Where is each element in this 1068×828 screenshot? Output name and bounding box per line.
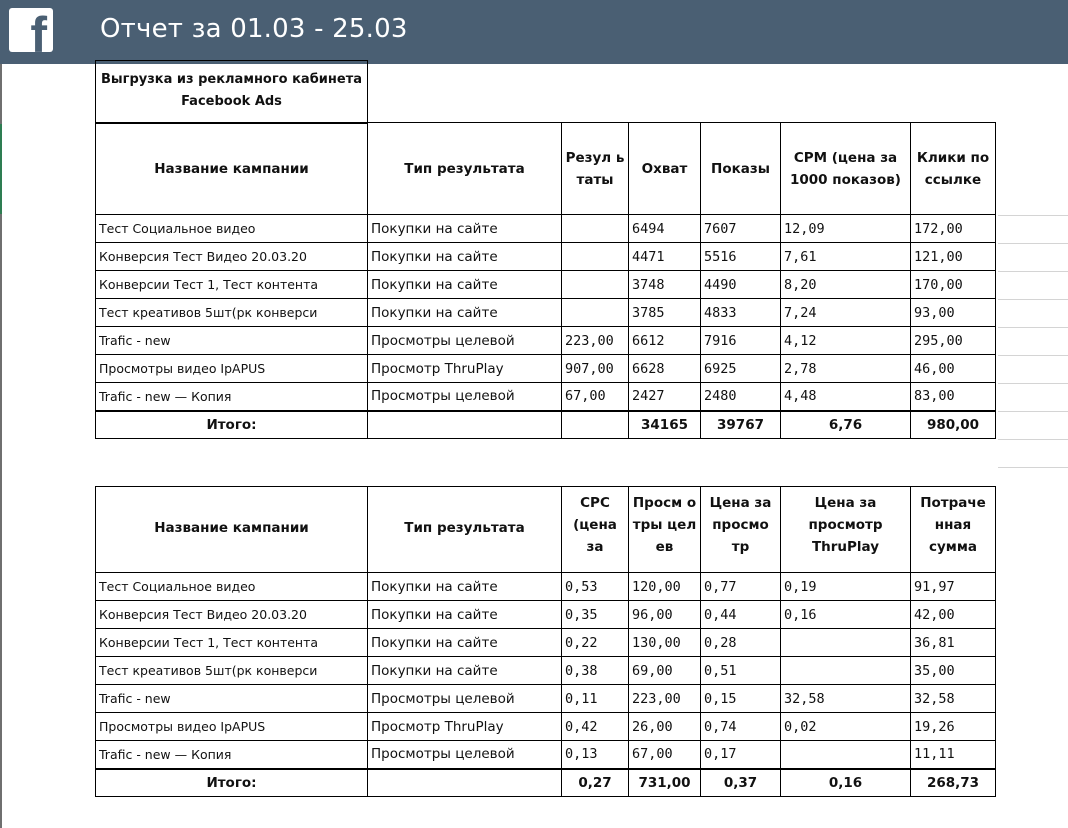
cell[interactable]: 6628 [629, 355, 701, 383]
cell[interactable]: Trafic - new [96, 327, 368, 355]
cell[interactable]: 2480 [701, 383, 781, 411]
column-header-label: Тип результата [404, 519, 525, 536]
cell[interactable]: Покупки на сайте [368, 271, 562, 299]
cell[interactable]: 0,53 [562, 573, 629, 601]
cell[interactable]: 6494 [629, 215, 701, 243]
cell[interactable]: 6612 [629, 327, 701, 355]
cell[interactable]: 0,74 [701, 713, 781, 741]
column-header[interactable] [781, 487, 911, 573]
cell[interactable]: 0,27 [562, 769, 629, 797]
cell[interactable] [781, 741, 911, 769]
report-table-1 [95, 60, 996, 439]
cell[interactable]: 32,58 [911, 685, 996, 713]
gridline [998, 299, 1068, 300]
column-header[interactable]: Название кампании [96, 123, 368, 215]
cell[interactable]: 0,13 [562, 741, 629, 769]
cell[interactable]: 172,00 [911, 215, 996, 243]
cell[interactable]: Покупки на сайте [368, 299, 562, 327]
cell[interactable]: 223,00 [629, 685, 701, 713]
cell[interactable]: Тест Социальное видео [96, 215, 368, 243]
cell[interactable]: 0,16 [781, 601, 911, 629]
cell[interactable]: Конверсии Тест 1, Тест контента [96, 629, 368, 657]
cell[interactable]: 26,00 [629, 713, 701, 741]
cell[interactable]: 0,16 [781, 769, 911, 797]
cell[interactable]: 7916 [701, 327, 781, 355]
table-row [96, 601, 996, 629]
cell[interactable]: 0,02 [781, 713, 911, 741]
cell[interactable]: 12,09 [781, 215, 911, 243]
cell[interactable]: 0,42 [562, 713, 629, 741]
cell[interactable]: Конверсии Тест 1, Тест контента [96, 271, 368, 299]
table-header-row [96, 487, 996, 573]
table-row [96, 327, 996, 355]
gridline [998, 383, 1068, 384]
report-table-2 [95, 486, 996, 797]
column-header-label: Название кампании [154, 519, 309, 536]
cell[interactable] [562, 215, 629, 243]
totals-label[interactable]: Итого: [96, 769, 368, 797]
column-header[interactable]: Клики по ссылке [911, 123, 996, 215]
column-header[interactable]: Охват [629, 123, 701, 215]
table-row [96, 713, 996, 741]
cell[interactable]: Покупки на сайте [368, 629, 562, 657]
cell[interactable]: 0,35 [562, 601, 629, 629]
cell[interactable]: 3748 [629, 271, 701, 299]
facebook-icon: f [9, 8, 53, 52]
table-row [96, 383, 996, 411]
column-header-label: Цена за просмотр ThruPlay [808, 494, 883, 555]
column-header-label: CPC (цена за [573, 494, 617, 555]
cell[interactable]: 731,00 [629, 769, 701, 797]
cell[interactable]: 32,58 [781, 685, 911, 713]
report-header [0, 0, 1068, 64]
totals-row [96, 411, 996, 439]
column-header[interactable]: Резул ьтаты [562, 123, 629, 215]
cell[interactable]: 35,00 [911, 657, 996, 685]
cell[interactable]: 46,00 [911, 355, 996, 383]
export-label: Выгрузка из рекламного кабинета Facebook Ads [100, 72, 362, 110]
cell[interactable]: 0,28 [701, 629, 781, 657]
cell[interactable]: Trafic - new — Копия [96, 741, 368, 769]
column-header[interactable] [368, 487, 562, 573]
column-header[interactable] [96, 487, 368, 573]
cell[interactable] [562, 243, 629, 271]
table-row [96, 629, 996, 657]
table-row [96, 657, 996, 685]
cell[interactable] [368, 411, 562, 439]
column-header-label: Цена за просмо тр [709, 494, 772, 555]
cell[interactable]: Просмотры видео IpAPUS [96, 713, 368, 741]
gridline [998, 411, 1068, 412]
gridline [998, 215, 1068, 216]
table-row [96, 271, 996, 299]
cell[interactable]: 6925 [701, 355, 781, 383]
column-header-label: Потраче нная сумма [920, 494, 986, 555]
cell[interactable]: 36,81 [911, 629, 996, 657]
table-row [96, 299, 996, 327]
cell[interactable]: Trafic - new — Копия [96, 383, 368, 411]
cell[interactable]: 7,24 [781, 299, 911, 327]
cell[interactable]: 2,78 [781, 355, 911, 383]
column-header[interactable] [911, 487, 996, 573]
cell[interactable]: 268,73 [911, 769, 996, 797]
table-row [96, 573, 996, 601]
cell[interactable]: Тест креативов 5шт(рк конверси [96, 657, 368, 685]
cell[interactable]: Покупки на сайте [368, 657, 562, 685]
cell[interactable]: 0,51 [701, 657, 781, 685]
cell[interactable]: Просмотры видео IpAPUS [96, 355, 368, 383]
cell[interactable]: 7607 [701, 215, 781, 243]
cell[interactable]: 170,00 [911, 271, 996, 299]
cell[interactable]: 91,97 [911, 573, 996, 601]
table-row [96, 243, 996, 271]
cell[interactable]: 4471 [629, 243, 701, 271]
column-header[interactable]: Тип результата [368, 123, 562, 215]
cell[interactable] [562, 271, 629, 299]
cell[interactable]: 67,00 [562, 383, 629, 411]
empty-cell [368, 61, 996, 123]
cell[interactable]: 93,00 [911, 299, 996, 327]
cell[interactable]: 0,44 [701, 601, 781, 629]
cell[interactable] [781, 629, 911, 657]
cell[interactable]: 19,26 [911, 713, 996, 741]
cell[interactable]: 0,15 [701, 685, 781, 713]
cell[interactable]: 4833 [701, 299, 781, 327]
left-edge-accent [0, 124, 2, 214]
column-header[interactable] [629, 487, 701, 573]
report-title: Отчет за 01.03 - 25.03 [100, 14, 408, 44]
cell[interactable]: 120,00 [629, 573, 701, 601]
cell[interactable]: 96,00 [629, 601, 701, 629]
export-label-cell[interactable] [96, 61, 368, 123]
totals-row [96, 769, 996, 797]
cell[interactable]: 3785 [629, 299, 701, 327]
cell[interactable]: 7,61 [781, 243, 911, 271]
cell[interactable]: 0,37 [701, 769, 781, 797]
cell[interactable]: 69,00 [629, 657, 701, 685]
cell[interactable]: 980,00 [911, 411, 996, 439]
column-header[interactable]: CPM (цена за 1000 показов) [781, 123, 911, 215]
cell[interactable]: 67,00 [629, 741, 701, 769]
cell[interactable]: 130,00 [629, 629, 701, 657]
gridline [998, 467, 1068, 468]
cell[interactable]: Покупки на сайте [368, 573, 562, 601]
cell[interactable]: Тест Социальное видео [96, 573, 368, 601]
cell[interactable]: Тест креативов 5шт(рк конверси [96, 299, 368, 327]
table-row [96, 355, 996, 383]
cell[interactable]: 39767 [701, 411, 781, 439]
cell[interactable]: 295,00 [911, 327, 996, 355]
table-row [96, 215, 996, 243]
cell[interactable]: 6,76 [781, 411, 911, 439]
cell[interactable]: 0,17 [701, 741, 781, 769]
cell[interactable]: Покупки на сайте [368, 243, 562, 271]
cell[interactable]: Просмотр ThruPlay [368, 355, 562, 383]
cell[interactable]: Просмотр ThruPlay [368, 713, 562, 741]
cell[interactable]: 121,00 [911, 243, 996, 271]
totals-label[interactable]: Итого: [96, 411, 368, 439]
cell[interactable]: 907,00 [562, 355, 629, 383]
cell[interactable]: 83,00 [911, 383, 996, 411]
table-row [96, 741, 996, 769]
cell[interactable]: Покупки на сайте [368, 215, 562, 243]
cell[interactable]: 4,48 [781, 383, 911, 411]
gridline [998, 243, 1068, 244]
cell[interactable]: 0,38 [562, 657, 629, 685]
cell[interactable]: 4490 [701, 271, 781, 299]
cell[interactable]: 2427 [629, 383, 701, 411]
cell[interactable] [562, 411, 629, 439]
cell[interactable]: 4,12 [781, 327, 911, 355]
column-header[interactable] [701, 487, 781, 573]
cell[interactable] [562, 299, 629, 327]
cell[interactable]: Конверсия Тест Видео 20.03.20 [96, 601, 368, 629]
cell[interactable] [368, 769, 562, 797]
column-header[interactable]: Показы [701, 123, 781, 215]
cell[interactable]: 11,11 [911, 741, 996, 769]
cell[interactable]: 0,19 [781, 573, 911, 601]
cell[interactable]: 0,22 [562, 629, 629, 657]
cell[interactable]: Просмотры целевой [368, 383, 562, 411]
cell[interactable]: Просмотры целевой [368, 327, 562, 355]
cell[interactable]: Trafic - new [96, 685, 368, 713]
cell[interactable]: Покупки на сайте [368, 601, 562, 629]
cell[interactable]: Просмотры целевой [368, 685, 562, 713]
cell[interactable] [781, 657, 911, 685]
cell[interactable]: 5516 [701, 243, 781, 271]
column-header[interactable] [562, 487, 629, 573]
cell[interactable]: 0,11 [562, 685, 629, 713]
table-header-row [96, 123, 996, 215]
gridline [998, 439, 1068, 440]
gridline [998, 271, 1068, 272]
column-header-label: Просм отры целев [632, 494, 697, 555]
gridline [998, 327, 1068, 328]
cell[interactable]: 8,20 [781, 271, 911, 299]
gridline [998, 355, 1068, 356]
cell[interactable]: 223,00 [562, 327, 629, 355]
cell[interactable]: Конверсия Тест Видео 20.03.20 [96, 243, 368, 271]
cell[interactable]: 34165 [629, 411, 701, 439]
table-row [96, 685, 996, 713]
cell[interactable]: 42,00 [911, 601, 996, 629]
cell[interactable]: 0,77 [701, 573, 781, 601]
cell[interactable]: Просмотры целевой [368, 741, 562, 769]
